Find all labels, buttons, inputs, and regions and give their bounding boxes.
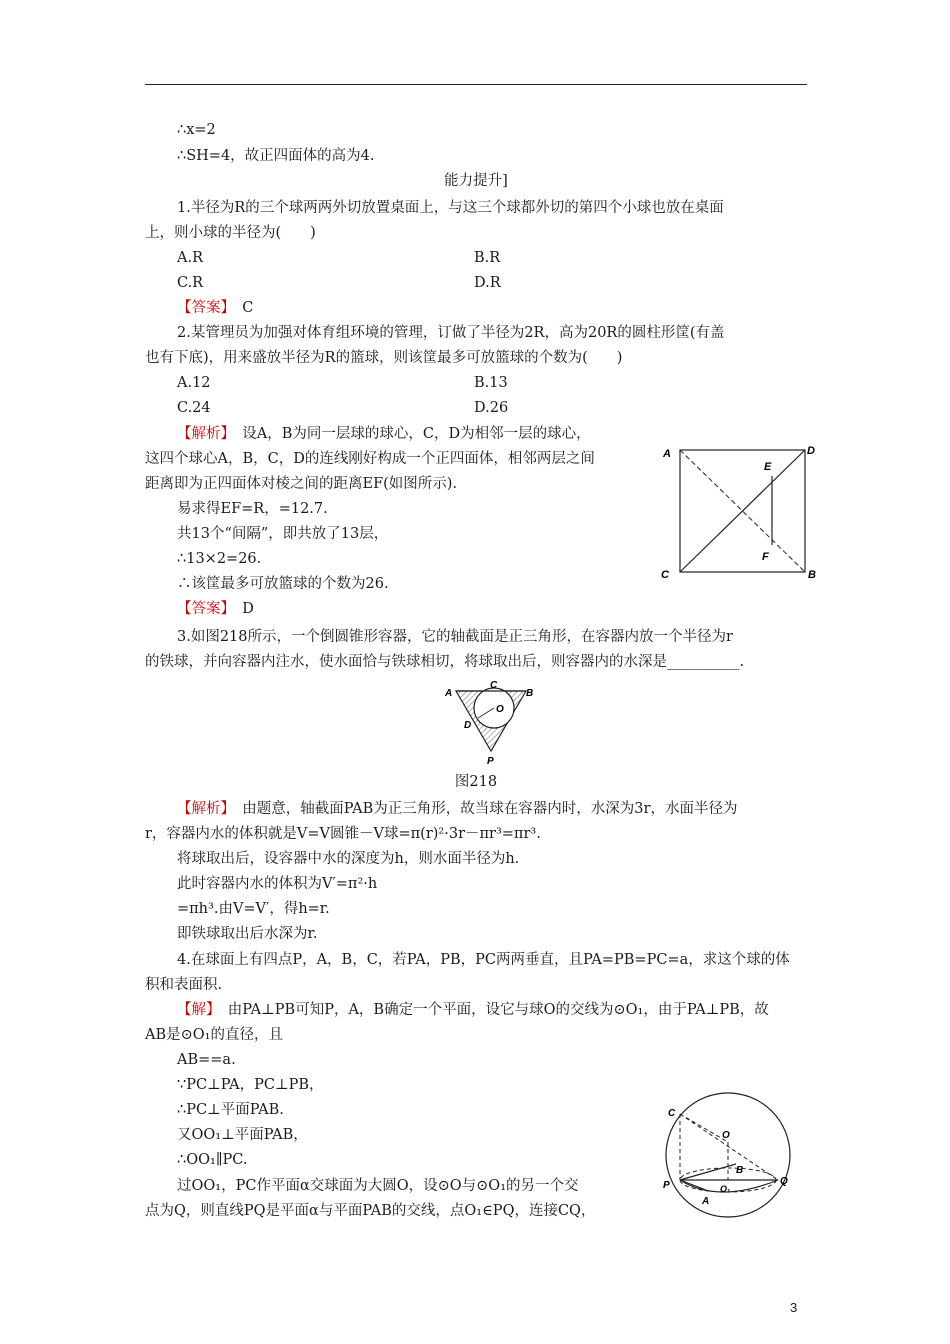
figure-label: O₁	[720, 1184, 731, 1194]
question-1-line: 上，则小球的半径为( )	[145, 225, 316, 241]
figure-label: B	[526, 688, 534, 699]
option-b: B.13	[474, 375, 508, 391]
analysis-line: 距离即为正四面体对棱之间的距离EF(如图所示).	[145, 476, 458, 492]
analysis-line: =πh³.由V=V′，得h=r.	[177, 901, 330, 917]
analysis-line: 即铁球取出后水深为r.	[177, 926, 318, 942]
option-a: A.12	[177, 375, 211, 391]
answer-value: D	[242, 601, 254, 617]
question-2-line: 2.某管理员为加强对体育组环境的管理，订做了半径为2R，高为20R的圆柱形筐(有盖	[177, 325, 725, 341]
solution-tag: 【解】	[177, 1002, 214, 1018]
page-number: 3	[790, 1300, 798, 1315]
figure-label: O	[722, 1130, 730, 1141]
question-1-line: 1.半径为R的三个球两两外切放置桌面上，与这三个球都外切的第四个小球也放在桌面	[177, 200, 724, 216]
text-line: ∴SH=4，故正四面体的高为4.	[177, 148, 375, 164]
answer-row	[177, 599, 254, 619]
text-line: ∴x=2	[177, 122, 216, 138]
answer-tag: 【答案】	[177, 300, 228, 316]
figure-label: P	[487, 756, 494, 767]
solution-line: 过OO₁，PC作平面α交球面为大圆O，设⊙O与⊙O₁的另一个交	[177, 1178, 579, 1194]
analysis-line: 这四个球心A，B，C，D的连线刚好构成一个正四面体，相邻两层之间	[145, 451, 595, 467]
analysis-line: 此时容器内水的体积为V′=π²·h	[177, 876, 378, 892]
analysis-text: 设A，B为同一层球的球心，C，D为相邻一层的球心，	[242, 426, 591, 442]
question-2-line: 也有下底)，用来盛放半径为R的篮球，则该筐最多可放篮球的个数为( )	[145, 350, 623, 366]
figure-label: Q	[780, 1176, 788, 1187]
tetrahedron-square-figure	[655, 438, 825, 588]
inverted-cone-figure	[440, 678, 550, 770]
question-4-line: 4.在球面上有四点P，A，B，C，若PA，PB，PC两两垂直，且PA=PB=PC=a，求这个球的体	[177, 952, 790, 968]
analysis-tag: 【解析】	[177, 801, 228, 817]
solution-line: ∴OO₁∥PC.	[177, 1152, 248, 1168]
solution-line: 又OO₁⊥平面PAB，	[177, 1127, 308, 1143]
option-a: A.R	[177, 250, 203, 266]
figure-label: F	[762, 551, 769, 563]
solution-line: 点为Q，则直线PQ是平面α与平面PAB的交线，点O₁∈PQ，连接CQ，	[145, 1203, 596, 1219]
analysis-text: 由题意，轴截面PAB为正三角形，故当球在容器内时，水深为3r，水面半径为	[242, 801, 738, 817]
question-4-line: 积和表面积.	[145, 977, 223, 993]
analysis-line: 易求得EF=R，=12.7.	[177, 501, 328, 517]
figure-label: D	[464, 720, 472, 731]
figure-label: C	[668, 1108, 676, 1119]
analysis-line: 共13个“间隔”，即共放了13层，	[177, 526, 389, 542]
figure-label: B	[808, 569, 816, 581]
solution-line: AB是⊙O₁的直径，且	[145, 1027, 283, 1043]
section-heading: 能力提升]	[444, 173, 508, 189]
answer-row	[177, 298, 253, 318]
figure-label: D	[807, 445, 815, 457]
option-c: C.24	[177, 400, 211, 416]
analysis-row	[177, 424, 591, 444]
solution-text: 由PA⊥PB可知P，A，B确定一个平面，设它与球O的交线为⊙O₁，由于PA⊥PB，故	[227, 1002, 769, 1018]
analysis-row	[177, 799, 737, 819]
header-rule	[145, 84, 807, 85]
option-d: D.R	[474, 275, 501, 291]
option-c: C.R	[177, 275, 204, 291]
solution-line: AB==a.	[177, 1052, 236, 1068]
sphere-figure	[658, 1080, 798, 1230]
option-d: D.26	[474, 400, 509, 416]
option-b: B.R	[474, 250, 501, 266]
analysis-tag: 【解析】	[177, 426, 228, 442]
answer-value: C	[242, 300, 254, 316]
figure-label: B	[736, 1165, 744, 1176]
analysis-line: ∴该筐最多可放篮球的个数为26.	[177, 576, 389, 592]
solution-line: ∵PC⊥PA，PC⊥PB，	[177, 1077, 324, 1093]
figure-label: A	[445, 688, 453, 699]
question-3-line: 3.如图218所示，一个倒圆锥形容器，它的轴截面是正三角形，在容器内放一个半径为r	[177, 629, 733, 645]
analysis-line: ∴13×2=26.	[177, 551, 262, 567]
analysis-line: r，容器内水的体积就是V=V圆锥－V球=π(r)²·3r－πr³=πr³.	[145, 826, 541, 842]
analysis-line: 将球取出后，设容器中水的深度为h，则水面半径为h.	[177, 851, 520, 867]
figure-label: C	[661, 569, 669, 581]
figure-label: O	[496, 704, 504, 715]
figure-label: E	[764, 461, 772, 473]
answer-tag: 【答案】	[177, 601, 228, 617]
figure-caption: 图218	[454, 774, 498, 790]
solution-row	[177, 1000, 769, 1020]
question-3-line: 的铁球，并向容器内注水，使水面恰与铁球相切，将球取出后，则容器内的水深是__________.	[145, 654, 745, 670]
figure-label: A	[702, 1196, 710, 1207]
figure-label: A	[663, 448, 671, 460]
solution-line: ∴PC⊥平面PAB.	[177, 1102, 284, 1118]
figure-label: C	[490, 680, 498, 691]
figure-label: P	[663, 1180, 670, 1191]
